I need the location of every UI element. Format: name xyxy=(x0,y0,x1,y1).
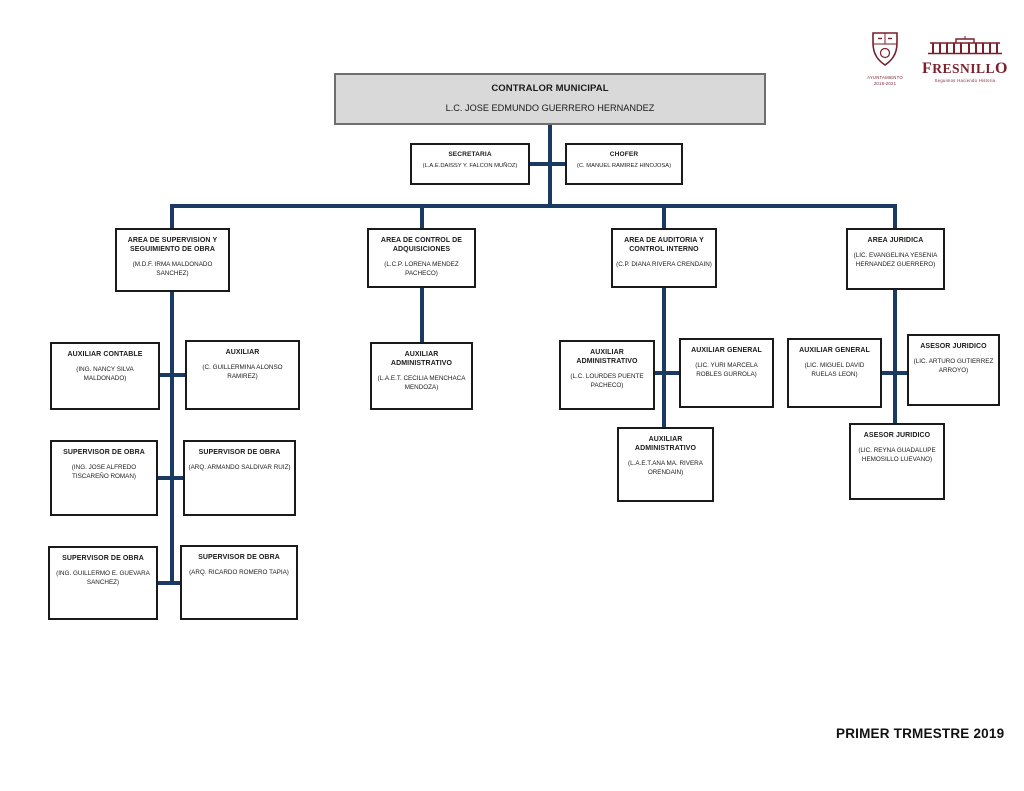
node-title: ASESOR JURIDICO xyxy=(920,343,987,350)
node-title: AUXILIAR ADMINISTRATIVO xyxy=(390,351,453,368)
org-node-contralor-municipal xyxy=(334,73,766,125)
fresnillo-logo xyxy=(919,35,1011,83)
connector-stub-adquisiciones xyxy=(420,204,424,228)
fresnillo-building-icon xyxy=(926,35,1004,55)
org-node-area-control-adquisiciones xyxy=(367,228,476,288)
node-title: AREA DE SUPERVISION Y SEGUIMIENTO DE OBRA xyxy=(127,237,218,254)
org-node-asesor-juridico-2 xyxy=(849,423,945,500)
node-person: (L.A.E.DAISSY Y. FALCON MUÑOZ) xyxy=(422,162,518,169)
node-person: (LIC. ARTURO GUTIERREZ ARROYO) xyxy=(913,358,994,374)
org-node-auxiliar-contable xyxy=(50,342,160,410)
connector-supervision-row2 xyxy=(158,476,183,480)
org-node-auxiliar-general-auditoria xyxy=(679,338,774,408)
node-person: (LIC. EVANGELINA YESENIA HERNANDEZ GUERRERO) xyxy=(853,252,938,268)
node-person: (C. MANUEL RAMIREZ HINOJOSA) xyxy=(576,162,672,169)
node-person: (LIC. YURI MARCELA ROBLES GURROLA) xyxy=(695,362,758,378)
node-person: (C. GUILLERMINA ALONSO RAMIREZ) xyxy=(202,364,283,380)
node-person: (L.A.E.T. CECILIA MENCHACA MENDOZA) xyxy=(377,375,466,391)
node-title: AUXILIAR ADMINISTRATIVO xyxy=(634,436,697,453)
node-person: (LIC. REYNA GUADALUPE HEMOSILLO LUEVANO) xyxy=(858,447,936,463)
node-person: (L.C.P. LORENA MENDEZ PACHECO) xyxy=(384,261,459,277)
node-title: SUPERVISOR DE OBRA xyxy=(198,449,281,456)
node-title: AUXILIAR CONTABLE xyxy=(67,351,143,358)
node-person: (ING. JOSE ALFREDO TISCAREÑO ROMAN) xyxy=(71,464,137,480)
node-person: (ING. NANCY SILVA MALDONADO) xyxy=(76,366,134,382)
connector-main-horizontal xyxy=(170,204,897,208)
org-node-area-juridica xyxy=(846,228,945,290)
node-person: (ARQ. ARMANDO SALDIVAR RUIZ) xyxy=(188,464,291,472)
org-node-supervisor-obra-4 xyxy=(180,545,298,620)
node-person: (ING. GUILLERMO E. GUEVARA SANCHEZ) xyxy=(56,570,150,586)
report-period-label: PRIMER TRMESTRE 2019 xyxy=(836,726,1005,741)
connector-stub-supervision xyxy=(170,204,174,228)
node-title: AUXILIAR GENERAL xyxy=(799,347,870,354)
connector-auditoria-children xyxy=(655,371,679,375)
org-node-auxiliar-administrativo-auditoria xyxy=(559,340,655,410)
org-node-supervisor-obra-2 xyxy=(183,440,296,516)
fresnillo-wordmark: FRESNILLO xyxy=(921,60,1008,77)
node-title: AUXILIAR GENERAL xyxy=(691,347,762,354)
node-title: AREA JURIDICA xyxy=(867,237,924,244)
connector-auditoria-vertical xyxy=(662,288,666,427)
node-title: SUPERVISOR DE OBRA xyxy=(63,449,145,456)
node-person: (LIC. MIGUEL DAVID RUELAS LEON) xyxy=(804,362,865,378)
connector-supervision-row1 xyxy=(160,373,185,377)
crest-caption-line2: 2018-2021 xyxy=(873,81,897,87)
crest-shield-icon xyxy=(858,31,912,69)
org-node-auxiliar-administrativo-adquisiciones xyxy=(370,342,473,410)
org-node-supervisor-obra-1 xyxy=(50,440,158,516)
org-node-auxiliar-administrativo-2-auditoria xyxy=(617,427,714,502)
node-title: CHOFER xyxy=(609,151,639,158)
org-node-area-auditoria-control-interno xyxy=(611,228,717,288)
node-person: L.C. JOSE EDMUNDO GUERRERO HERNANDEZ xyxy=(445,103,655,114)
connector-juridica-vertical xyxy=(893,290,897,423)
org-node-supervisor-obra-3 xyxy=(48,546,158,620)
org-node-area-supervision-obra xyxy=(115,228,230,292)
ayuntamiento-crest-logo xyxy=(858,31,912,87)
node-title: AUXILIAR ADMINISTRATIVO xyxy=(576,349,638,366)
node-person: (L.C. LOURDES PUENTE PACHECO) xyxy=(570,373,644,389)
node-title: AREA DE AUDITORIA Y CONTROL INTERNO xyxy=(624,237,704,254)
node-title: SUPERVISOR DE OBRA xyxy=(62,555,144,562)
org-node-auxiliar-general-juridica xyxy=(787,338,882,408)
connector-stub-juridica xyxy=(893,204,897,228)
node-title: AREA DE CONTROL DE ADQUISICIONES xyxy=(380,237,463,254)
connector-stub-auditoria xyxy=(662,204,666,228)
node-person: (C.P. DIANA RIVERA CRENDAIN) xyxy=(616,261,712,269)
fresnillo-tagline: Seguimos Haciendo Historia xyxy=(934,78,996,83)
node-title: CONTRALOR MUNICIPAL xyxy=(491,82,609,94)
node-person: (ARQ. RICARDO ROMERO TAPIA) xyxy=(189,569,289,577)
org-node-asesor-juridico-1 xyxy=(907,334,1000,406)
connector-adquisiciones-vertical xyxy=(420,288,424,342)
connector-staff-horizontal xyxy=(528,162,568,166)
org-node-auxiliar xyxy=(185,340,300,410)
org-node-chofer xyxy=(565,143,683,185)
connector-root-vertical xyxy=(548,124,552,208)
node-title: ASESOR JURIDICO xyxy=(863,432,931,439)
connector-juridica-children xyxy=(882,371,907,375)
connector-supervision-row3 xyxy=(158,581,180,585)
node-title: SUPERVISOR DE OBRA xyxy=(198,554,280,561)
crest-caption-line1: AYUNTAMIENTO xyxy=(867,75,903,80)
node-person: (M.D.F. IRMA MALDONADO SANCHEZ) xyxy=(132,261,213,277)
node-title: AUXILIAR xyxy=(225,349,260,356)
node-person: (L.A.E.T.ANA MA. RIVERA ORENDAIN) xyxy=(628,460,703,476)
node-title: SECRETARIA xyxy=(448,151,492,158)
connector-supervision-chain-vertical xyxy=(170,292,174,585)
org-node-secretaria xyxy=(410,143,530,185)
